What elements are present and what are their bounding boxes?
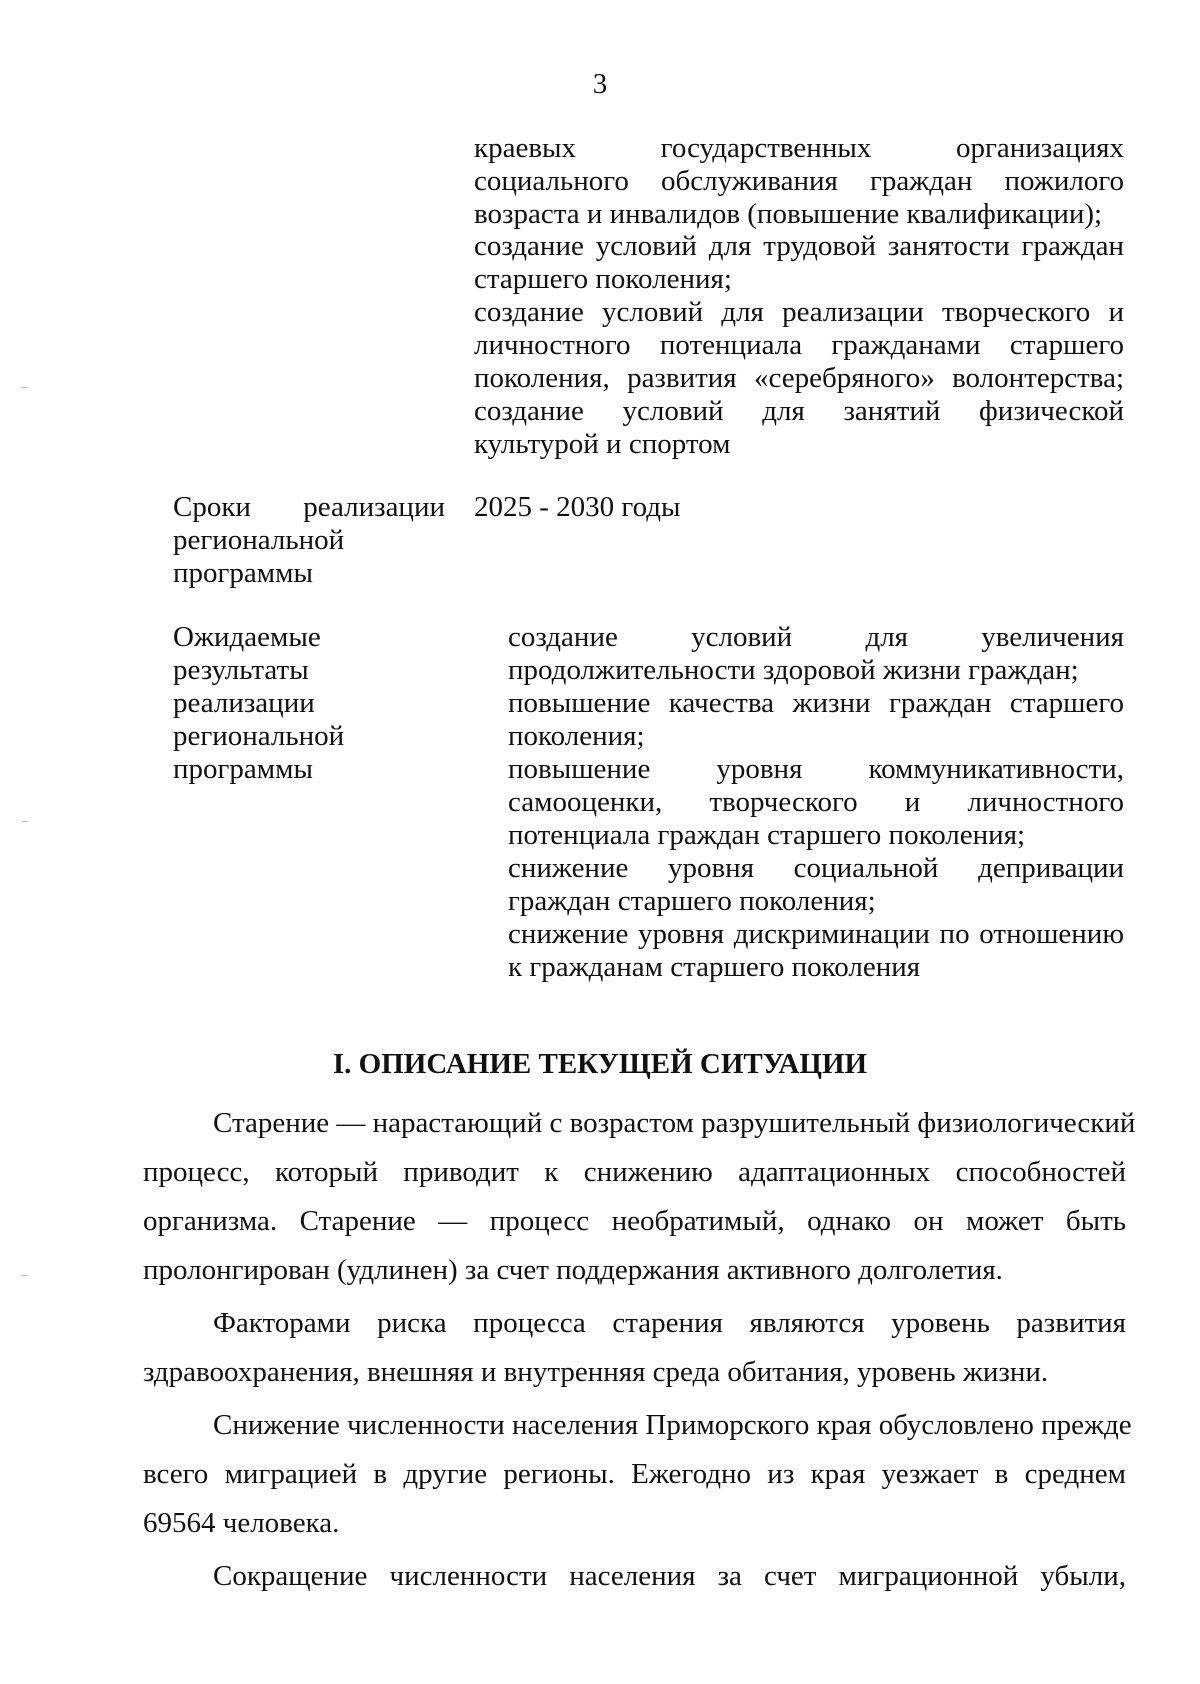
terms-value: 2025 - 2030 годы xyxy=(474,491,681,523)
results-value-line: потенциала граждан старшего поколения; xyxy=(508,819,1026,851)
terms-label-line: региональной xyxy=(173,524,345,556)
passport-continuation-line: возраста и инвалидов (повышение квалификации); xyxy=(474,198,1103,230)
scan-mark xyxy=(22,1275,28,1276)
body-line: Снижение численности населения Приморского края обусловлено прежде xyxy=(213,1409,1132,1441)
passport-continuation-line: создание условий для трудовой занятости граждан xyxy=(474,230,1124,262)
body-line: Факторами риска процесса старения являются уровень развития xyxy=(213,1307,1126,1339)
body-line: здравоохранения, внешняя и внутренняя среда обитания, уровень жизни. xyxy=(143,1356,1049,1388)
passport-continuation-line: старшего поколения; xyxy=(474,263,732,295)
passport-continuation-line: поколения, развития «серебряного» волонтерства; xyxy=(474,362,1124,394)
page-number: 3 xyxy=(592,68,608,100)
passport-continuation-line: культурой и спортом xyxy=(474,428,731,460)
terms-label-line: программы xyxy=(173,557,313,589)
terms-label-line: Сроки реализации xyxy=(173,491,445,523)
results-label-line: реализации xyxy=(173,687,315,719)
body-line: пролонгирован (удлинен) за счет поддержания активного долголетия. xyxy=(143,1254,1003,1286)
body-line: организма. Старение — процесс необратимый, однако он может быть xyxy=(143,1205,1126,1237)
results-label-line: региональной xyxy=(173,720,345,752)
results-value-line: создание условий для увеличения xyxy=(508,621,1124,653)
scan-mark xyxy=(22,387,28,388)
body-line: процесс, который приводит к снижению адаптационных способностей xyxy=(143,1156,1126,1188)
body-line: всего миграцией в другие регионы. Ежегодно из края уезжает в среднем xyxy=(143,1458,1126,1490)
passport-continuation-line: личностного потенциала гражданами старшего xyxy=(474,329,1124,361)
results-label-line: результаты xyxy=(173,654,309,686)
results-value-line: повышение уровня коммуникативности, xyxy=(508,753,1124,785)
passport-continuation-line: создание условий для занятий физической xyxy=(474,395,1124,427)
results-label-line: Ожидаемые xyxy=(173,621,321,653)
passport-continuation-line: создание условий для реализации творческого и xyxy=(474,296,1124,328)
scan-mark xyxy=(22,821,28,822)
body-line: Старение — нарастающий с возрастом разрушительный физиологический xyxy=(213,1107,1136,1139)
section-title: I. ОПИСАНИЕ ТЕКУЩЕЙ СИТУАЦИИ xyxy=(332,1048,868,1080)
results-value-line: к гражданам старшего поколения xyxy=(508,951,921,983)
passport-continuation-line: социального обслуживания граждан пожилого xyxy=(474,165,1124,197)
results-value-line: продолжительности здоровой жизни граждан; xyxy=(508,654,1079,686)
results-value-line: снижение уровня дискриминации по отношению xyxy=(508,918,1124,950)
body-line: 69564 человека. xyxy=(143,1507,340,1539)
results-value-line: самооценки, творческого и личностного xyxy=(508,786,1124,818)
results-value-line: граждан старшего поколения; xyxy=(508,885,876,917)
results-value-line: повышение качества жизни граждан старшего xyxy=(508,687,1124,719)
results-value-line: снижение уровня социальной депривации xyxy=(508,852,1124,884)
body-line: Сокращение численности населения за счет миграционной убыли, xyxy=(213,1560,1126,1592)
results-value-line: поколения; xyxy=(508,720,645,752)
passport-continuation-line: краевых государственных организациях xyxy=(474,132,1124,164)
results-label-line: программы xyxy=(173,753,313,785)
